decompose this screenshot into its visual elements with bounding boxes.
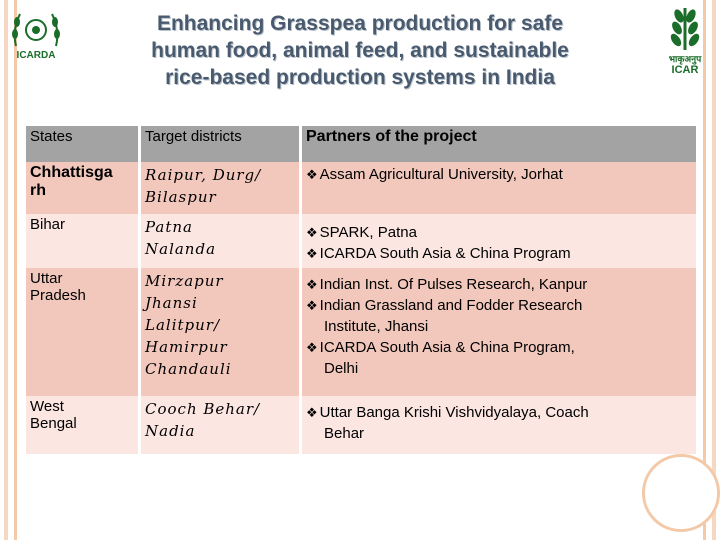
- partner-item: [306, 222, 692, 243]
- district-name: Patna: [145, 218, 193, 236]
- partners-cell: [301, 396, 697, 454]
- header-target-districts: Target districts: [140, 126, 301, 162]
- header-states: States: [30, 128, 73, 145]
- header-partners: Partners of the project: [301, 126, 697, 162]
- partner-name: Indian Inst. Of Pulses Research, Kanpur: [319, 276, 588, 293]
- districts-cell: [140, 396, 301, 454]
- partner-name: ICARDA South Asia & China Program: [319, 245, 571, 262]
- left-decorative-border: [0, 0, 17, 540]
- districts-cell: [140, 268, 301, 396]
- partner-item: [306, 274, 692, 295]
- project-partners-table: [26, 126, 696, 454]
- partner-item: [306, 164, 692, 185]
- diamond-bullet-icon: ❖: [306, 340, 318, 355]
- partner-name-continuation: Delhi: [324, 360, 359, 377]
- icar-logo-hindi-text: भाकृअनुप: [668, 54, 702, 64]
- diamond-bullet-icon: ❖: [306, 246, 318, 261]
- partners-cell: [301, 162, 697, 214]
- state-name-line: rh: [30, 182, 46, 199]
- district-name: Chandauli: [145, 360, 232, 378]
- partner-name: Uttar Banga Krishi Vishvidyalaya, Coach: [319, 404, 589, 421]
- state-name-line: Uttar: [30, 270, 63, 287]
- icarda-logo-text: ICARDA: [16, 50, 56, 61]
- diamond-bullet-icon: ❖: [306, 405, 318, 420]
- districts-cell: [140, 162, 301, 214]
- partner-name: Indian Grassland and Fodder Research: [319, 297, 583, 314]
- state-name-line: Bengal: [30, 415, 77, 432]
- partner-name-continuation: Institute, Jhansi: [324, 318, 429, 335]
- diamond-bullet-icon: ❖: [306, 167, 318, 182]
- partner-item: [306, 402, 692, 423]
- table-row: [26, 214, 696, 268]
- state-cell: [26, 162, 140, 214]
- district-name: Nalanda: [145, 240, 217, 258]
- partner-name-continuation: Behar: [324, 425, 365, 442]
- state-cell: [26, 268, 140, 396]
- state-name-line: West: [30, 398, 64, 415]
- title-line-3: rice-based production systems in India: [165, 66, 555, 89]
- diamond-bullet-icon: ❖: [306, 225, 318, 240]
- partner-name: Assam Agricultural University, Jorhat: [319, 166, 563, 183]
- state-name-line: Chhattisga: [30, 164, 113, 181]
- district-name: Bilaspur: [145, 188, 217, 206]
- diamond-bullet-icon: ❖: [306, 277, 318, 292]
- slide-title: [110, 10, 610, 91]
- title-line-2: human food, animal feed, and sustainable: [151, 39, 569, 62]
- districts-cell: [140, 214, 301, 268]
- table-header-row: [26, 126, 696, 162]
- district-name: Mirzapur: [145, 272, 224, 290]
- state-cell: [26, 214, 140, 268]
- partner-name: SPARK, Patna: [319, 224, 417, 241]
- table-row: [26, 268, 696, 396]
- partner-item: [306, 337, 692, 358]
- partners-cell: [301, 214, 697, 268]
- table-row: [26, 396, 696, 454]
- diamond-bullet-icon: ❖: [306, 298, 318, 313]
- district-name: Cooch Behar/: [145, 400, 261, 418]
- district-name: Lalitpur/: [145, 316, 221, 334]
- state-name-line: Bihar: [30, 216, 66, 233]
- district-name: Nadia: [145, 422, 196, 440]
- district-name: Jhansi: [145, 294, 198, 312]
- partner-name: ICARDA South Asia & China Program,: [319, 339, 575, 356]
- partners-cell: [301, 268, 697, 396]
- table-row: [26, 162, 696, 214]
- partner-item: [306, 295, 692, 316]
- corner-decorative-circle: [642, 454, 720, 532]
- district-name: Hamirpur: [145, 338, 228, 356]
- state-name-line: Pradesh: [30, 287, 86, 304]
- partner-item: [306, 243, 692, 264]
- state-cell: [26, 396, 140, 454]
- district-name: Raipur, Durg/: [145, 166, 262, 184]
- icar-logo-text: ICAR: [671, 64, 699, 76]
- title-line-1: Enhancing Grasspea production for safe: [156, 12, 564, 35]
